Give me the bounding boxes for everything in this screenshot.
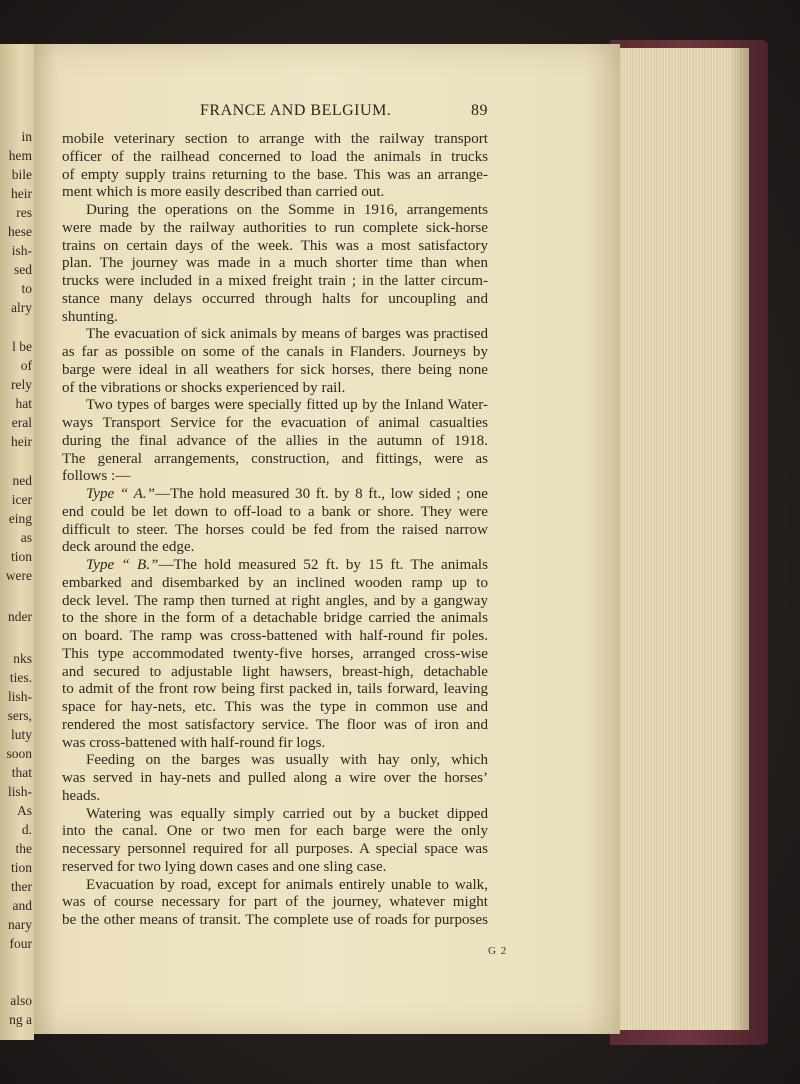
prev-page-fragment: rely [11, 377, 32, 392]
text-line: space for hay-nets, etc. This was the type in common use and [62, 699, 488, 715]
text-line: Evacuation by road, except for animals entirely unable to walk, [86, 876, 488, 893]
prev-page-fragment: As [16, 803, 32, 818]
text-line: shunting. [62, 308, 118, 325]
previous-page-edge [0, 44, 34, 1040]
text-line: This type accommodated twenty-five horses, arranged cross-wise [62, 645, 488, 662]
text-line: end could be let down to off-load to a bank or shore. They were [62, 503, 488, 520]
prev-page-fragment: hem [8, 148, 32, 163]
text-line: during the final advance of the allies in the autumn of 1918. [62, 432, 488, 449]
text-line: reserved for two lying down cases and one sling case. [62, 858, 387, 875]
prev-page-fragment: heir [11, 186, 32, 201]
text-line: During the operations on the Somme in 1916, arrangements [86, 202, 488, 218]
text-line: necessary personnel required for all purposes. A special space was [62, 841, 488, 857]
prev-page-fragment: tion [10, 860, 32, 875]
type-a-label: Type “ A.” [86, 486, 155, 502]
text-line: officer of the railhead concerned to load the animals in trucks [62, 148, 488, 165]
text-line: The general arrangements, construction, and fittings, were as [62, 450, 488, 467]
text-line: and secured to adjustable light hawsers, breast-high, detachable [62, 663, 488, 680]
text-line: to admit of the front row being first packed in, tails forward, leaving [62, 681, 488, 698]
prev-page-fragment: ther [11, 879, 32, 894]
page-edges [618, 48, 749, 1030]
text-line: trucks were included in a mixed freight train ; in the latter circum- [62, 273, 488, 289]
prev-page-fragment: to [21, 281, 32, 296]
prev-page-fragment: sed [14, 262, 32, 277]
prev-page-fragment: ish- [11, 243, 32, 258]
text-line: stance many delays occurred through halts for uncoupling and [62, 290, 488, 307]
prev-page-fragment: that [11, 765, 32, 780]
prev-page-fragment: as [20, 530, 32, 545]
text-line [86, 486, 488, 504]
prev-page-fragment: ng a [9, 1012, 32, 1027]
text-line: into the canal. One or two men for each barge were the only [62, 823, 488, 840]
prev-page-fragment: sers, [7, 708, 32, 723]
prev-page-fragment: nks [13, 651, 32, 666]
prev-page-fragment: ned [12, 473, 32, 488]
text-line: was of course necessary for part of the journey, whatever might [62, 894, 488, 911]
prev-page-fragment: also [10, 993, 32, 1008]
prev-page-fragment: the [15, 841, 32, 856]
prev-page-fragment: nder [8, 609, 32, 624]
prev-page-fragment: hat [15, 396, 32, 411]
text-line: of empty supply trains returning to the base. This was an arrange- [62, 166, 488, 183]
type-b-text: —The hold measured 52 ft. by 15 ft. The animals [158, 557, 488, 573]
text-line: follows :— [62, 468, 131, 485]
prev-page-fragment: res [16, 205, 32, 220]
text-line: deck around the edge. [62, 539, 195, 556]
text-line: be the other means of transit. The complete use of roads for purposes [62, 912, 488, 928]
prev-page-fragment: l be [12, 339, 32, 354]
prev-page-fragment: in [21, 129, 32, 144]
prev-page-fragment: ties. [9, 670, 32, 685]
prev-page-fragment: soon [6, 746, 32, 761]
text-line: Feeding on the barges was usually with hay only, which [86, 752, 488, 769]
prev-page-fragment: bile [11, 167, 32, 182]
text-line [86, 557, 488, 575]
prev-page-fragment: tion [10, 549, 32, 564]
text-line: barge were ideal in all weathers for sick horses, there being none [62, 361, 488, 378]
text-line: difficult to steer. The horses could be fed from the raised narrow [62, 521, 488, 538]
page-title: FRANCE AND BELGIUM. [200, 102, 392, 119]
prev-page-fragment: nary [8, 917, 32, 932]
prev-page-fragment: heir [11, 434, 32, 449]
text-line: The evacuation of sick animals by means of barges was practised [86, 326, 488, 343]
text-line: of the vibrations or shocks experienced by rail. [62, 379, 346, 396]
text-line: as far as possible on some of the canals in Flanders. Journeys by [62, 344, 488, 360]
text-line: Watering was equally simply carried out by a bucket dipped [86, 805, 488, 822]
prev-page-fragment: alry [11, 300, 32, 315]
prev-page-fragment: eral [11, 415, 32, 430]
prev-page-fragment: lish- [7, 689, 32, 704]
text-line: was cross-battened with half-round fir logs. [62, 734, 326, 751]
text-line: ways Transport Service for the evacuation of animal casualties [62, 415, 488, 431]
prev-page-fragment: of [20, 358, 32, 373]
text-line: ment which is more easily described than carried out. [62, 184, 385, 201]
prev-page-fragment: d. [21, 822, 32, 837]
prev-page-fragment: eing [8, 511, 32, 526]
prev-page-fragment: were [5, 568, 32, 583]
text-line: plan. The journey was made in a much shorter time than when [62, 255, 488, 272]
text-line: was served in hay-nets and pulled along a wire over the horses’ [62, 770, 488, 786]
text-line: deck level. The ramp then turned at right angles, and by a gangway [62, 592, 488, 609]
type-b-label: Type “ B.” [86, 557, 159, 573]
prev-page-fragment: four [9, 936, 32, 951]
text-line: on board. The ramp was cross-battened with half-round fir poles. [62, 628, 488, 644]
text-line: heads. [62, 787, 101, 804]
text-line: Two types of barges were specially fitted up by the Inland Water- [86, 397, 488, 414]
text-line: were made by the railway authorities to run complete sick-horse [62, 219, 488, 236]
text-line: trains on certain days of the week. This was a most satisfactory [62, 237, 488, 254]
type-a-text: —The hold measured 30 ft. by 8 ft., low sided ; one [154, 486, 488, 502]
prev-page-fragment: luty [10, 727, 32, 742]
text-line: rendered the most satisfactory service. The floor was of iron and [62, 716, 488, 733]
prev-page-fragment: hese [8, 224, 32, 239]
text-line: to the shore in the form of a detachable bridge carried the animals [62, 610, 488, 627]
prev-page-fragment: and [12, 898, 32, 913]
page-number: 89 [471, 102, 488, 119]
signature-mark: G 2 [488, 945, 508, 957]
prev-page-fragment: lish- [7, 784, 32, 799]
text-line: mobile veterinary section to arrange with the railway transport [62, 131, 488, 147]
text-line: embarked and disembarked by an inclined wooden ramp up to [62, 574, 488, 591]
running-header [62, 102, 488, 124]
prev-page-fragment: icer [11, 492, 32, 507]
